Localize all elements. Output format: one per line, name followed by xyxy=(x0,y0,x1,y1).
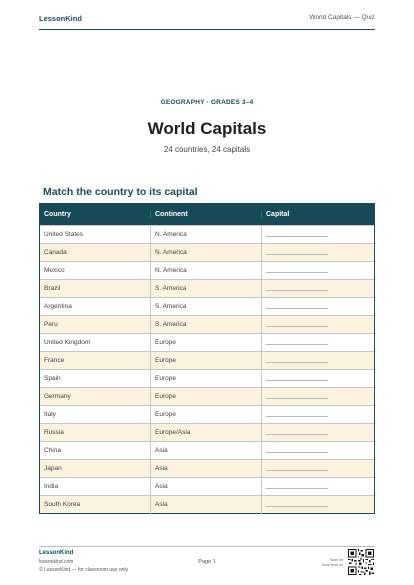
capital-answer-blank[interactable] xyxy=(266,388,328,399)
capital-answer-blank[interactable] xyxy=(266,460,328,471)
page-title: World Capitals xyxy=(147,119,267,138)
capital-answer-cell[interactable] xyxy=(262,298,374,316)
capitals-table xyxy=(39,203,375,514)
column-header-continent: Continent xyxy=(151,211,262,218)
capital-answer-blank[interactable] xyxy=(266,478,328,489)
capital-answer-cell[interactable] xyxy=(262,478,374,496)
continent-cell: Asia xyxy=(151,478,262,496)
table-row xyxy=(40,387,374,405)
table-row xyxy=(40,477,374,495)
country-cell: Italy xyxy=(40,406,151,424)
capital-answer-blank[interactable] xyxy=(266,442,328,453)
country-cell: India xyxy=(40,478,151,496)
continent-cell: N. America xyxy=(151,262,262,280)
continent-cell: S. America xyxy=(151,298,262,316)
section-title: Match the country to its capital xyxy=(43,186,198,198)
country-cell: United Kingdom xyxy=(40,334,151,352)
page-header xyxy=(39,14,375,30)
capital-answer-cell[interactable] xyxy=(262,280,374,298)
capital-answer-blank[interactable] xyxy=(266,316,328,327)
capital-answer-blank[interactable] xyxy=(266,298,328,309)
country-cell: United States xyxy=(40,226,151,244)
capital-answer-cell[interactable] xyxy=(262,334,374,352)
country-cell: Russia xyxy=(40,424,151,442)
capital-answer-cell[interactable] xyxy=(262,388,374,406)
capital-answer-cell[interactable] xyxy=(262,406,374,424)
capital-answer-blank[interactable] xyxy=(266,496,328,507)
table-row xyxy=(40,315,374,333)
capital-answer-cell[interactable] xyxy=(262,370,374,388)
country-cell: Germany xyxy=(40,388,151,406)
continent-cell: Asia xyxy=(151,496,262,514)
capital-answer-blank[interactable] xyxy=(266,424,328,435)
document-label: World Capitals — Quiz xyxy=(309,14,375,21)
table-row xyxy=(40,261,374,279)
table-header-row xyxy=(40,204,374,225)
capital-answer-cell[interactable] xyxy=(262,460,374,478)
table-row xyxy=(40,405,374,423)
footer-site: lessonkind.com xyxy=(39,559,74,565)
table-row xyxy=(40,225,374,243)
capital-answer-blank[interactable] xyxy=(266,244,328,255)
table-row xyxy=(40,369,374,387)
capital-answer-blank[interactable] xyxy=(266,334,328,345)
table-body xyxy=(40,225,374,513)
continent-cell: Asia xyxy=(151,460,262,478)
country-cell: Peru xyxy=(40,316,151,334)
continent-cell: Europe/Asia xyxy=(151,424,262,442)
column-header-country: Country xyxy=(40,211,151,218)
column-header-capital: Capital xyxy=(266,211,290,218)
footer-copyright: © LessonKind — for classroom use only xyxy=(39,567,129,573)
capital-answer-cell[interactable] xyxy=(262,496,374,514)
footer-brand: LessonKind xyxy=(39,550,74,556)
continent-cell: S. America xyxy=(151,316,262,334)
capital-answer-cell[interactable] xyxy=(262,226,374,244)
continent-cell: Europe xyxy=(151,388,262,406)
table-row xyxy=(40,423,374,441)
country-cell: Canada xyxy=(40,244,151,262)
capital-answer-blank[interactable] xyxy=(266,352,328,363)
continent-cell: Europe xyxy=(151,352,262,370)
country-cell: Argentina xyxy=(40,298,151,316)
capital-answer-blank[interactable] xyxy=(266,406,328,417)
scan-caption xyxy=(315,558,343,567)
capital-answer-cell[interactable] xyxy=(262,352,374,370)
country-cell: South Korea xyxy=(40,496,151,514)
table-row xyxy=(40,243,374,261)
scan-caption-line-1: Scan for xyxy=(329,558,343,562)
continent-cell: Europe xyxy=(151,370,262,388)
table-row xyxy=(40,495,374,513)
capital-answer-blank[interactable] xyxy=(266,370,328,381)
continent-cell: S. America xyxy=(151,280,262,298)
continent-cell: Europe xyxy=(151,406,262,424)
table-row xyxy=(40,459,374,477)
continent-cell: N. America xyxy=(151,226,262,244)
capital-answer-cell[interactable] xyxy=(262,424,374,442)
qr-code-icon xyxy=(348,549,374,575)
brand-name: LessonKind xyxy=(39,14,82,23)
capital-answer-blank[interactable] xyxy=(266,262,328,273)
capital-answer-cell[interactable] xyxy=(262,442,374,460)
page-number: Page 1 xyxy=(198,559,216,565)
table-row xyxy=(40,351,374,369)
capital-answer-blank[interactable] xyxy=(266,280,328,291)
footer-divider xyxy=(39,546,375,547)
table-row xyxy=(40,333,374,351)
country-cell: Brazil xyxy=(40,280,151,298)
country-cell: China xyxy=(40,442,151,460)
capital-answer-cell[interactable] xyxy=(262,262,374,280)
continent-cell: Asia xyxy=(151,442,262,460)
capital-answer-cell[interactable] xyxy=(262,244,374,262)
continent-cell: N. America xyxy=(151,244,262,262)
table-row xyxy=(40,279,374,297)
capital-answer-cell[interactable] xyxy=(262,316,374,334)
country-cell: Mexico xyxy=(40,262,151,280)
country-cell: France xyxy=(40,352,151,370)
country-cell: Japan xyxy=(40,460,151,478)
continent-cell: Europe xyxy=(151,334,262,352)
capital-answer-blank[interactable] xyxy=(266,226,328,237)
page-subtitle: 24 countries, 24 capitals xyxy=(163,145,251,154)
country-cell: Spain xyxy=(40,370,151,388)
table-row xyxy=(40,441,374,459)
subject-kicker: GEOGRAPHY · GRADES 3–4 xyxy=(160,99,254,106)
table-row xyxy=(40,297,374,315)
scan-caption-line-2: more from us xyxy=(321,562,343,567)
